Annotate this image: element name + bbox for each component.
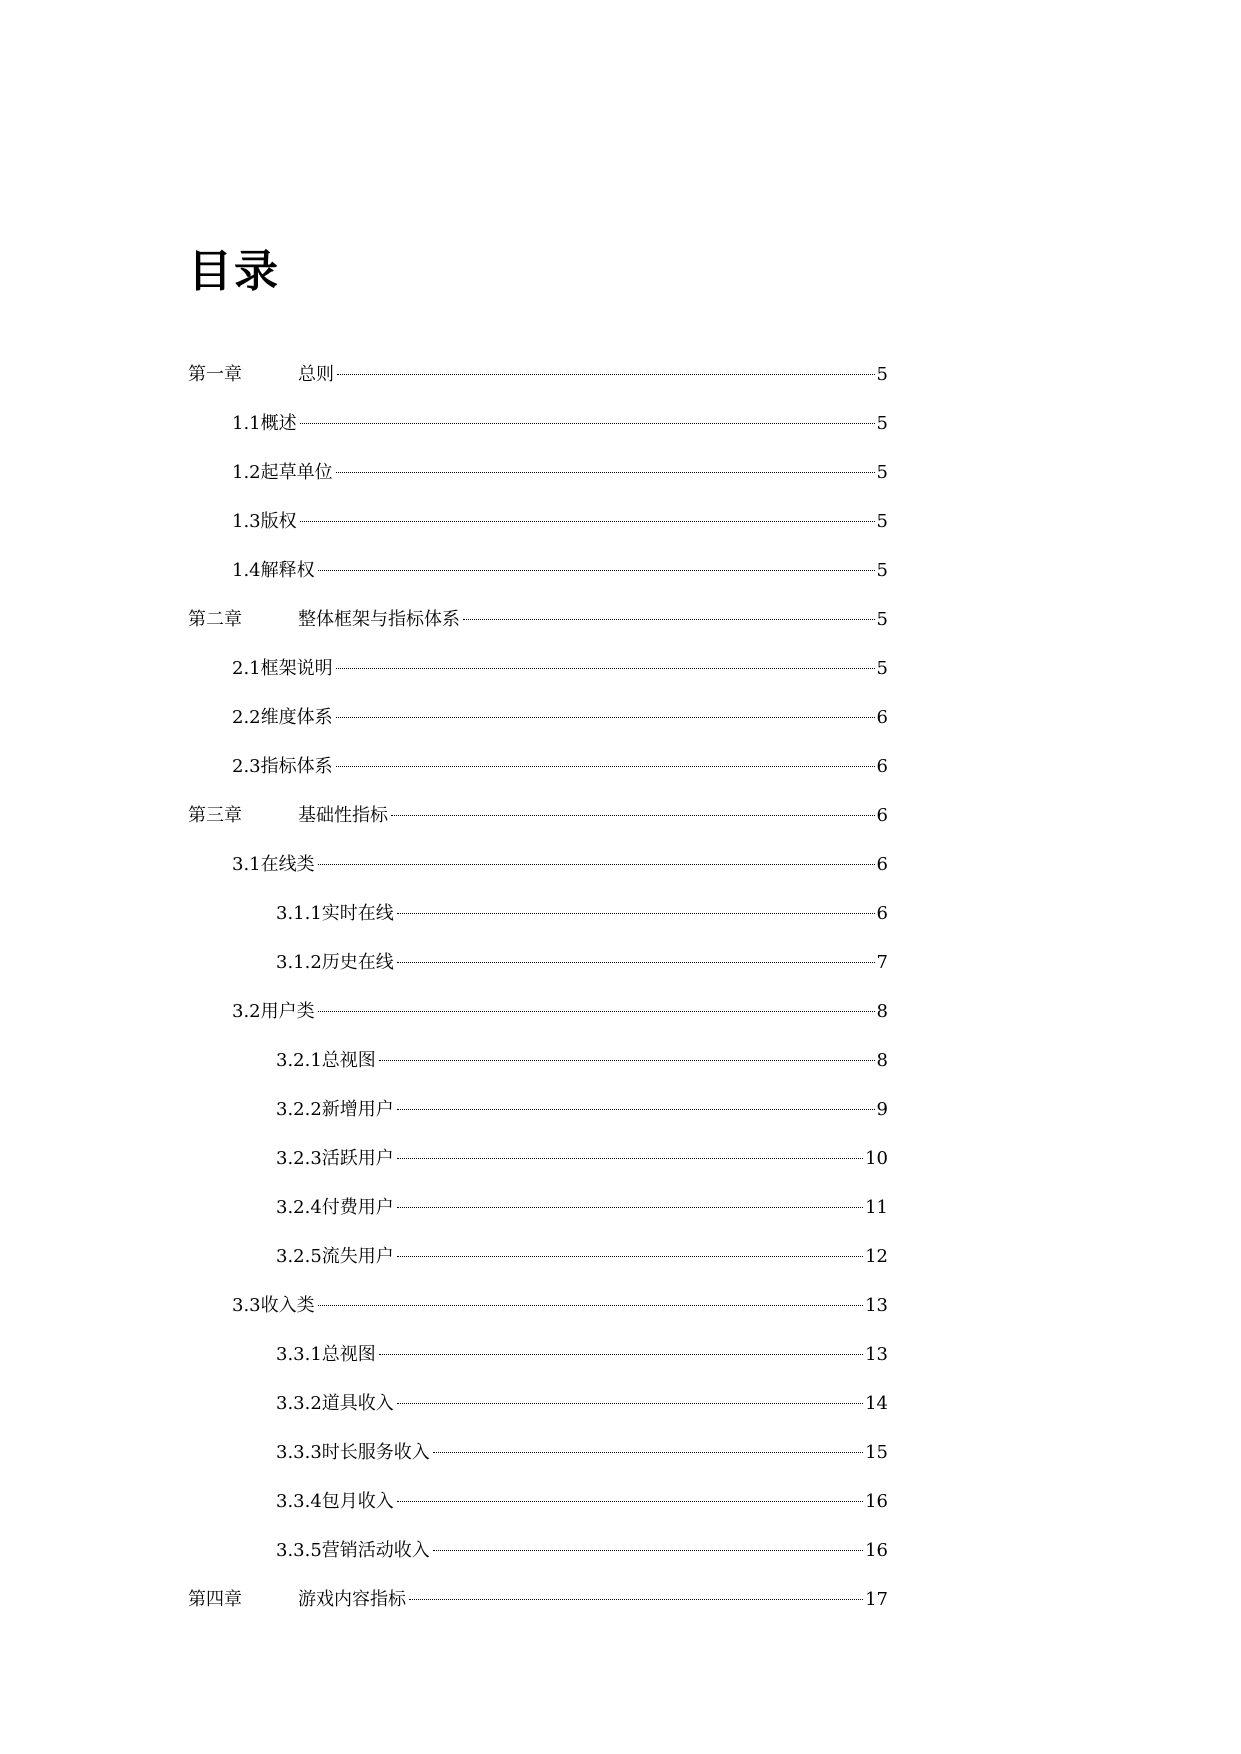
toc-entry-label: 1.2起草单位 bbox=[232, 462, 333, 483]
toc-entry[interactable] bbox=[188, 1477, 888, 1526]
toc-page-number: 11 bbox=[865, 1197, 888, 1218]
dot-leader bbox=[379, 1354, 863, 1355]
toc-page-number: 8 bbox=[876, 1050, 888, 1071]
toc-entry[interactable] bbox=[188, 399, 888, 448]
toc-list bbox=[188, 350, 888, 1624]
toc-entry[interactable] bbox=[188, 644, 888, 693]
toc-page-number: 5 bbox=[876, 511, 888, 532]
toc-entry-label: 3.2.3活跃用户 bbox=[276, 1148, 394, 1169]
dot-leader bbox=[397, 1109, 875, 1110]
dot-leader bbox=[318, 570, 875, 571]
dot-leader bbox=[433, 1550, 863, 1551]
toc-page-number: 12 bbox=[865, 1246, 888, 1267]
toc-entry-label: 1.3版权 bbox=[232, 511, 297, 532]
dot-leader bbox=[318, 1011, 875, 1012]
dot-leader bbox=[397, 962, 875, 963]
toc-title: 目录 bbox=[188, 246, 280, 297]
toc-page-number: 5 bbox=[876, 364, 888, 385]
toc-page-number: 5 bbox=[876, 560, 888, 581]
toc-entry-label: 3.3收入类 bbox=[232, 1295, 315, 1316]
toc-entry[interactable] bbox=[188, 448, 888, 497]
toc-page-number: 6 bbox=[876, 805, 888, 826]
toc-entry[interactable] bbox=[188, 1428, 888, 1477]
toc-entry-label: 基础性指标 bbox=[298, 805, 388, 826]
toc-entry-label: 3.2.1总视图 bbox=[276, 1050, 376, 1071]
toc-entry[interactable] bbox=[188, 693, 888, 742]
toc-entry-label: 3.1在线类 bbox=[232, 854, 315, 875]
toc-page-number: 16 bbox=[865, 1491, 888, 1512]
toc-page-number: 5 bbox=[876, 609, 888, 630]
dot-leader bbox=[397, 1158, 863, 1159]
toc-entry-label: 3.2.4付费用户 bbox=[276, 1197, 394, 1218]
toc-page-number: 9 bbox=[876, 1099, 888, 1120]
dot-leader bbox=[300, 423, 875, 424]
toc-page-number: 5 bbox=[876, 413, 888, 434]
toc-entry[interactable] bbox=[188, 987, 888, 1036]
toc-page-number: 13 bbox=[865, 1295, 888, 1316]
dot-leader bbox=[397, 1256, 863, 1257]
toc-entry[interactable] bbox=[188, 889, 888, 938]
toc-page-number: 6 bbox=[876, 707, 888, 728]
dot-leader bbox=[397, 1207, 863, 1208]
toc-chapter-number: 第一章 bbox=[188, 364, 242, 385]
toc-entry-label: 3.2.2新增用户 bbox=[276, 1099, 394, 1120]
toc-entry-label: 3.3.1总视图 bbox=[276, 1344, 376, 1365]
toc-entry-label: 1.1概述 bbox=[232, 413, 297, 434]
dot-leader bbox=[433, 1452, 863, 1453]
toc-page-number: 5 bbox=[876, 658, 888, 679]
toc-page-number: 13 bbox=[865, 1344, 888, 1365]
toc-page-number: 17 bbox=[865, 1589, 888, 1610]
toc-entry[interactable] bbox=[188, 595, 888, 644]
toc-entry[interactable] bbox=[188, 742, 888, 791]
toc-entry[interactable] bbox=[188, 791, 888, 840]
dot-leader bbox=[379, 1060, 875, 1061]
toc-entry[interactable] bbox=[188, 350, 888, 399]
dot-leader bbox=[397, 1501, 863, 1502]
toc-entry[interactable] bbox=[188, 1379, 888, 1428]
toc-entry-label: 3.1.2历史在线 bbox=[276, 952, 394, 973]
toc-entry-label: 3.3.5营销活动收入 bbox=[276, 1540, 430, 1561]
toc-entry[interactable] bbox=[188, 1036, 888, 1085]
toc-entry-label: 游戏内容指标 bbox=[298, 1589, 406, 1610]
dot-leader bbox=[318, 864, 875, 865]
dot-leader bbox=[463, 619, 875, 620]
toc-entry-label: 3.2.5流失用户 bbox=[276, 1246, 394, 1267]
toc-page-number: 15 bbox=[865, 1442, 888, 1463]
toc-entry[interactable] bbox=[188, 1526, 888, 1575]
toc-entry-label: 3.3.4包月收入 bbox=[276, 1491, 394, 1512]
toc-page-number: 5 bbox=[876, 462, 888, 483]
dot-leader bbox=[336, 472, 875, 473]
dot-leader bbox=[397, 1403, 863, 1404]
toc-page-number: 14 bbox=[865, 1393, 888, 1414]
toc-page-number: 7 bbox=[876, 952, 888, 973]
toc-chapter-number: 第二章 bbox=[188, 609, 242, 630]
toc-page-number: 6 bbox=[876, 756, 888, 777]
toc-entry[interactable] bbox=[188, 1134, 888, 1183]
toc-entry-label: 3.3.2道具收入 bbox=[276, 1393, 394, 1414]
dot-leader bbox=[318, 1305, 863, 1306]
toc-chapter-number: 第三章 bbox=[188, 805, 242, 826]
dot-leader bbox=[300, 521, 875, 522]
toc-page-number: 6 bbox=[876, 903, 888, 924]
dot-leader bbox=[409, 1599, 863, 1600]
toc-entry[interactable] bbox=[188, 1183, 888, 1232]
dot-leader bbox=[336, 766, 875, 767]
dot-leader bbox=[336, 668, 875, 669]
toc-entry-label: 整体框架与指标体系 bbox=[298, 609, 460, 630]
toc-entry[interactable] bbox=[188, 1575, 888, 1624]
toc-entry[interactable] bbox=[188, 938, 888, 987]
toc-entry-label: 2.3指标体系 bbox=[232, 756, 333, 777]
toc-entry-label: 2.2维度体系 bbox=[232, 707, 333, 728]
dot-leader bbox=[391, 815, 875, 816]
toc-entry-label: 总则 bbox=[298, 364, 334, 385]
toc-entry[interactable] bbox=[188, 1085, 888, 1134]
toc-entry-label: 3.2用户类 bbox=[232, 1001, 315, 1022]
toc-page-number: 8 bbox=[876, 1001, 888, 1022]
dot-leader bbox=[397, 913, 875, 914]
toc-entry[interactable] bbox=[188, 840, 888, 889]
toc-entry-label: 2.1框架说明 bbox=[232, 658, 333, 679]
toc-entry-label: 1.4解释权 bbox=[232, 560, 315, 581]
toc-entry[interactable] bbox=[188, 497, 888, 546]
toc-entry-label: 3.3.3时长服务收入 bbox=[276, 1442, 430, 1463]
toc-entry[interactable] bbox=[188, 1281, 888, 1330]
toc-chapter-number: 第四章 bbox=[188, 1589, 242, 1610]
toc-entry-label: 3.1.1实时在线 bbox=[276, 903, 394, 924]
toc-page-number: 10 bbox=[865, 1148, 888, 1169]
dot-leader bbox=[337, 374, 875, 375]
toc-entry[interactable] bbox=[188, 546, 888, 595]
toc-page-number: 16 bbox=[865, 1540, 888, 1561]
dot-leader bbox=[336, 717, 875, 718]
toc-entry[interactable] bbox=[188, 1330, 888, 1379]
toc-page-number: 6 bbox=[876, 854, 888, 875]
toc-entry[interactable] bbox=[188, 1232, 888, 1281]
